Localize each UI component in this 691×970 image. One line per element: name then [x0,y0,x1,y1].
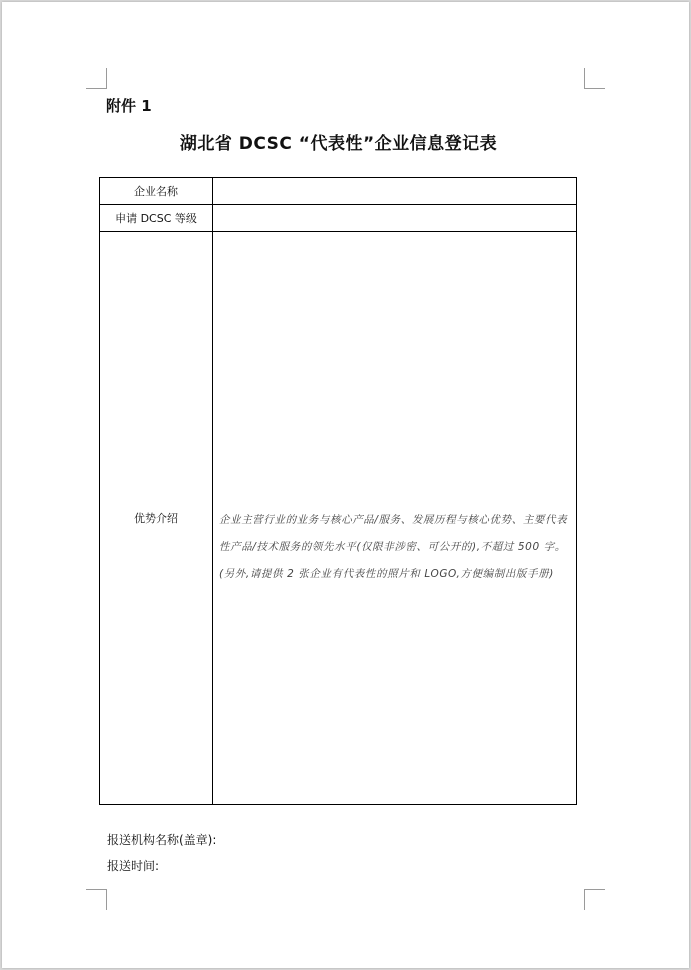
document-title: 湖北省 DCSC “代表性”企业信息登记表 [179,134,498,154]
dcsc-level-field[interactable] [213,205,577,232]
advantages-field[interactable] [213,232,577,805]
margin-corner-top-left [86,68,107,89]
company-name-field[interactable] [213,178,577,205]
dcsc-level-label: 申请 DCSC 等级 [100,205,213,232]
advantages-label: 优势介绍 [100,232,213,805]
registration-table [99,177,577,805]
margin-corner-bottom-right [584,889,605,910]
document-page [2,2,689,968]
advantages-hint-text: 企业主营行业的业务与核心产品/服务、发展历程与核心优势、主要代表性产品/技术服务的领先水平(仅限非涉密、可公开的),不超过 500 字。(另外,请提供 2 张企业有代表性的照片和 LOGO,方便编制出版手册) [219,513,568,580]
submitting-time-label: 报送时间: [107,859,160,873]
submitting-org-label: 报送机构名称(盖章): [107,833,217,847]
attachment-label: 附件 1 [106,97,152,115]
company-name-label: 企业名称 [100,178,213,205]
table-row [100,178,577,205]
table-row [100,205,577,232]
table-row [100,232,577,805]
margin-corner-top-right [584,68,605,89]
margin-corner-bottom-left [86,889,107,910]
